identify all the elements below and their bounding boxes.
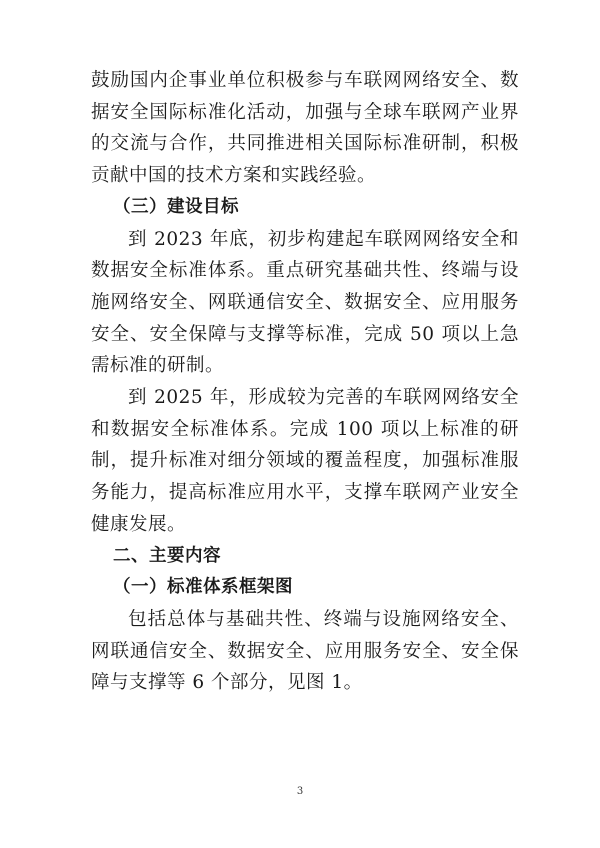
paragraph-goal-2023: 到 2023 年底，初步构建起车联网网络安全和数据安全标准体系。重点研究基础共性、终端与设施网络安全、网联通信安全、数据安全、应用服务安全、安全保障与支撑等标准，完成 50 项以上急需标准的研制。 (91, 228, 519, 377)
page-body (91, 65, 519, 699)
paragraph-framework-parts: 包括总体与基础共性、终端与设施网络安全、网联通信安全、数据安全、应用服务安全、安全保障与支撑等 6 个部分，见图 1。 (91, 608, 519, 694)
paragraph-goal-2025: 到 2025 年，形成较为完善的车联网网络安全和数据安全标准体系。完成 100 项以上标准的研制，提升标准对细分领域的覆盖程度，加强标准服务能力，提高标准应用水平，支撑车联网产业安全健康发展。 (91, 387, 519, 535)
section-heading-construction-goals: （三）建设目标 (113, 196, 239, 217)
page-number: 3 (296, 786, 304, 797)
section-heading-framework-diagram: （一）标准体系框架图 (113, 577, 293, 598)
paragraph-international-standards: 鼓励国内企事业单位积极参与车联网网络安全、数据安全国际标准化活动，加强与全球车联网产业界的交流与合作，共同推进相关国际标准研制，积极贡献中国的技术方案和实践经验。 (91, 70, 519, 187)
section-heading-main-content: 二、主要内容 (113, 545, 221, 566)
